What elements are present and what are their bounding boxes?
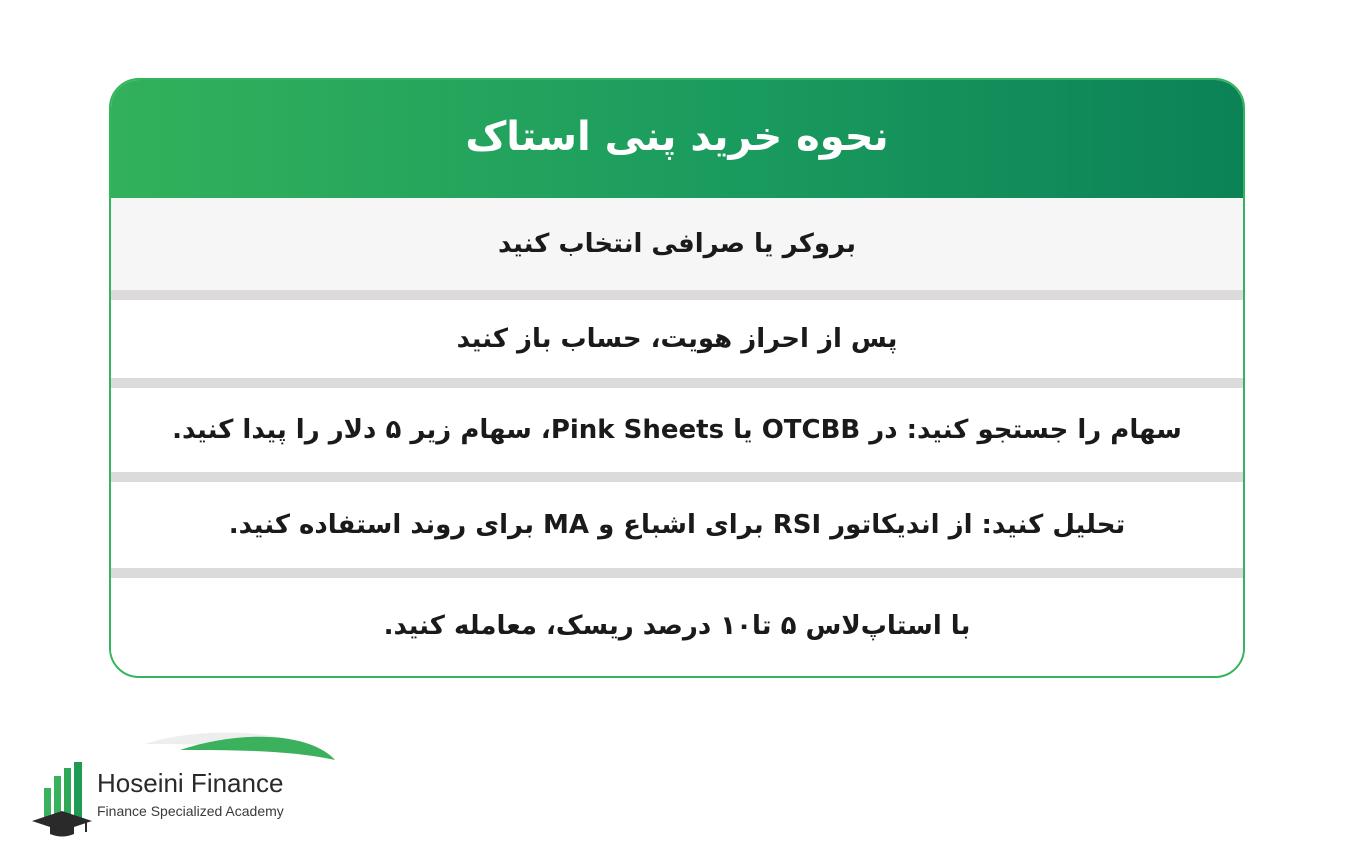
- steps-card: [109, 78, 1245, 678]
- brand-name: Hoseini Finance: [97, 768, 284, 798]
- step-2: پس از احراز هویت، حساب باز کنید: [111, 300, 1243, 378]
- divider: [111, 378, 1243, 388]
- brand-tagline: Finance Specialized Academy: [97, 803, 284, 819]
- steps-list: [111, 198, 1243, 674]
- brand-logo: [30, 728, 350, 838]
- step-4: تحلیل کنید: از اندیکاتور RSI برای اشباع و MA برای روند استفاده کنید.: [111, 482, 1243, 568]
- divider: [111, 472, 1243, 482]
- step-3: سهام را جستجو کنید: در OTCBB یا Pink Sheets، سهام زیر ۵ دلار را پیدا کنید.: [111, 388, 1243, 472]
- divider: [111, 290, 1243, 300]
- step-1: بروکر یا صرافی انتخاب کنید: [111, 198, 1243, 290]
- step-5: با استاپ‌لاس ۵ تا۱۰ درصد ریسک، معامله کنید.: [111, 578, 1243, 674]
- card-title: نحوه خرید پنی استاک: [465, 114, 889, 160]
- divider: [111, 568, 1243, 578]
- card-header: [111, 80, 1243, 198]
